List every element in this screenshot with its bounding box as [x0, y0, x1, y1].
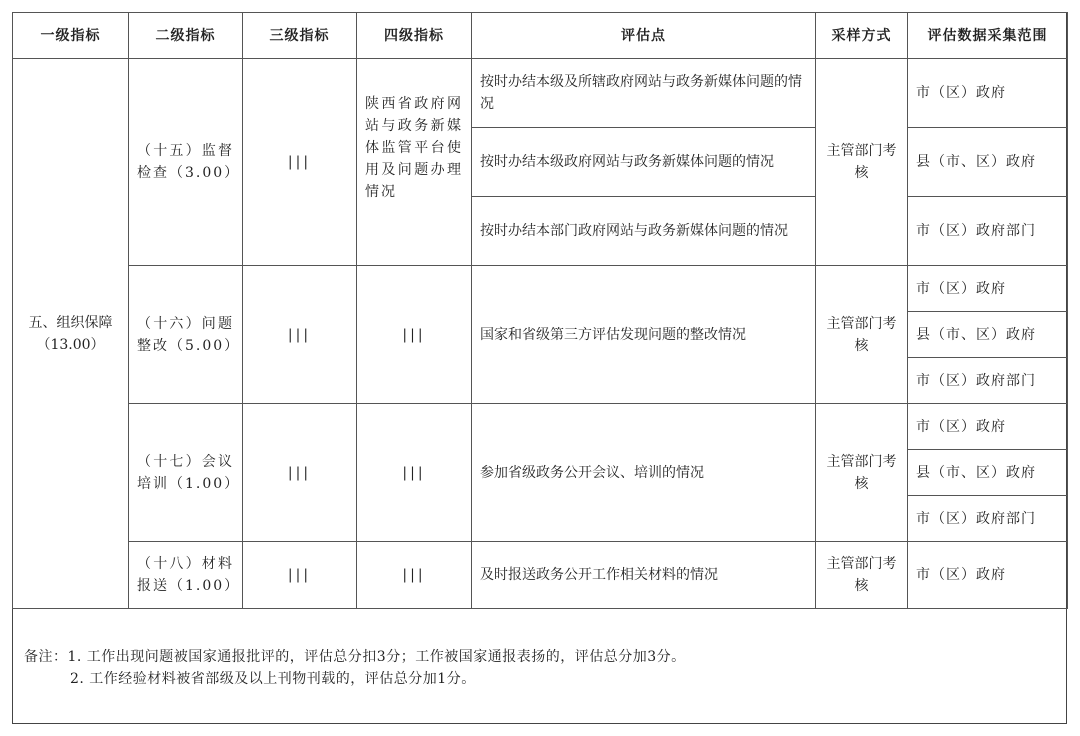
note-line-1: 备注：1. 工作出现问题被国家通报批评的，评估总分扣3分；工作被国家通报表扬的，评估总分加3分。 [24, 649, 686, 665]
level2-supervision: （十五）监督检查（3.00） [129, 59, 243, 266]
table-header-row [13, 13, 1068, 59]
header-level4: 四级指标 [357, 13, 472, 59]
level4-empty: ||| [357, 542, 472, 609]
table-row [13, 542, 1068, 609]
header-level2: 二级指标 [129, 13, 243, 59]
scope-cell: 县（市、区）政府 [908, 312, 1068, 358]
scope-cell: 市（区）政府部门 [908, 496, 1068, 542]
level3-empty: ||| [243, 266, 357, 404]
scope-cell: 市（区）政府部门 [908, 358, 1068, 404]
sampling-method: 主管部门考核 [816, 404, 908, 542]
eval-point: 参加省级政务公开会议、培训的情况 [472, 404, 816, 542]
header-level1: 一级指标 [13, 13, 129, 59]
scope-cell: 市（区）政府 [908, 404, 1068, 450]
scope-cell: 县（市、区）政府 [908, 128, 1068, 197]
scope-cell: 市（区）政府 [908, 542, 1068, 609]
level3-empty: ||| [243, 542, 357, 609]
level4-empty: ||| [357, 266, 472, 404]
level2-meeting-training: （十七）会议培训（1.00） [129, 404, 243, 542]
level3-empty: ||| [243, 404, 357, 542]
eval-point: 国家和省级第三方评估发现问题的整改情况 [472, 266, 816, 404]
header-eval-point: 评估点 [472, 13, 816, 59]
sampling-method: 主管部门考核 [816, 542, 908, 609]
evaluation-table [12, 12, 1068, 609]
table-row [13, 404, 1068, 450]
eval-point: 按时办结本级政府网站与政务新媒体问题的情况 [472, 128, 816, 197]
scope-cell: 市（区）政府部门 [908, 197, 1068, 266]
level2-material-submission: （十八）材料报送（1.00） [129, 542, 243, 609]
eval-point: 及时报送政务公开工作相关材料的情况 [472, 542, 816, 609]
eval-point: 按时办结本级及所辖政府网站与政务新媒体问题的情况 [472, 59, 816, 128]
level1-cell: 五、组织保障（13.00） [13, 59, 129, 609]
level4-platform: 陕西省政府网站与政务新媒体监管平台使用及问题办理情况 [357, 59, 472, 266]
header-sampling: 采样方式 [816, 13, 908, 59]
level3-empty: ||| [243, 59, 357, 266]
scope-cell: 县（市、区）政府 [908, 450, 1068, 496]
notes-section [24, 646, 1054, 690]
note-line-2: 2. 工作经验材料被省部级及以上刊物刊载的，评估总分加1分。 [70, 671, 476, 687]
eval-point: 按时办结本部门政府网站与政务新媒体问题的情况 [472, 197, 816, 266]
header-scope: 评估数据采集范围 [908, 13, 1068, 59]
table-row [13, 266, 1068, 312]
sampling-method: 主管部门考核 [816, 59, 908, 266]
level2-rectification: （十六）问题整改（5.00） [129, 266, 243, 404]
table-row [13, 59, 1068, 128]
header-level3: 三级指标 [243, 13, 357, 59]
scope-cell: 市（区）政府 [908, 266, 1068, 312]
level4-empty: ||| [357, 404, 472, 542]
scope-cell: 市（区）政府 [908, 59, 1068, 128]
sampling-method: 主管部门考核 [816, 266, 908, 404]
